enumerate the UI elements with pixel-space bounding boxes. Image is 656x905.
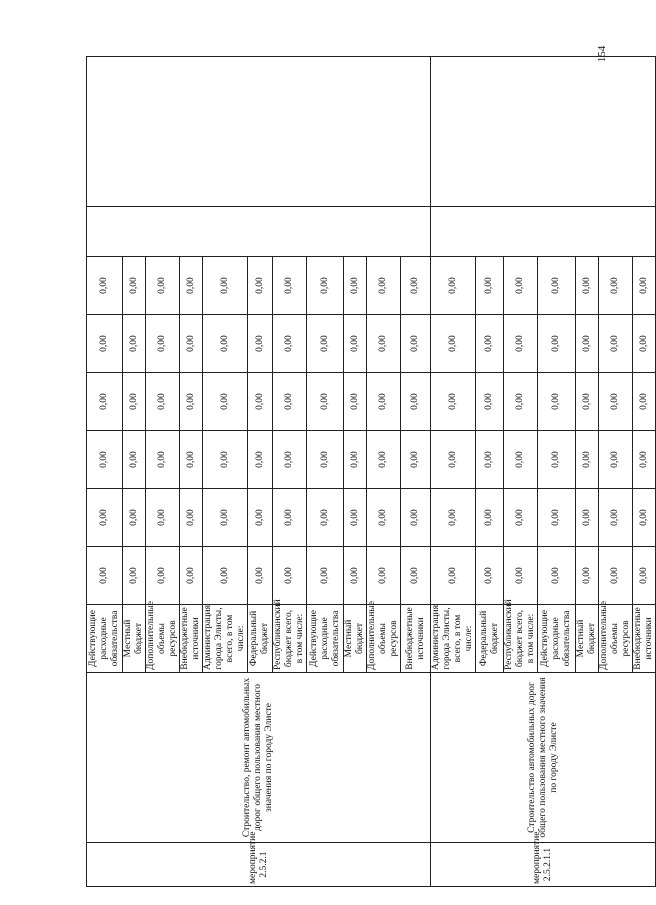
funding-source: Администрация города Элисты, всего, в том числе: [431,605,476,673]
value-cell: 0,00 [123,315,146,373]
value-cell: 0,00 [307,373,344,431]
value-cell: 0,00 [576,547,599,605]
value-cell: 0,00 [367,373,401,431]
value-cell: 0,00 [146,489,180,547]
value-cell: 0,00 [146,257,180,315]
value-cell: 0,00 [599,257,633,315]
value-cell: 0,00 [248,315,273,373]
funding-source: Внебюджетные источники [633,605,656,673]
value-cell: 0,00 [87,315,123,373]
value-cell: 0,00 [599,373,633,431]
value-cell: 0,00 [504,373,538,431]
funding-source: Действующие расходные обязательства [307,605,344,673]
value-cell: 0,00 [576,489,599,547]
value-cell: 0,00 [633,431,656,489]
value-cell: 0,00 [504,431,538,489]
value-cell: 0,00 [87,373,123,431]
funding-source: Действующие расходные обязательства [538,605,576,673]
value-cell: 0,00 [180,257,203,315]
funding-source: Местный бюджет [344,605,367,673]
value-cell: 0,00 [633,315,656,373]
funding-source: Федеральный бюджет [248,605,273,673]
value-cell: 0,00 [576,373,599,431]
value-cell: 0,00 [248,489,273,547]
value-cell: 0,00 [203,547,248,605]
funding-source: Дополнительные объемы ресурсов [599,605,633,673]
value-cell: 0,00 [576,257,599,315]
value-cell: 0,00 [203,431,248,489]
value-cell: 0,00 [476,315,504,373]
value-cell: 0,00 [344,315,367,373]
value-cell: 0,00 [180,373,203,431]
value-cell: 0,00 [344,489,367,547]
value-cell: 0,00 [273,315,307,373]
value-cell: 0,00 [307,431,344,489]
table-row [431,57,476,887]
value-cell: 0,00 [401,489,431,547]
value-cell: 0,00 [538,489,576,547]
value-cell: 0,00 [367,547,401,605]
value-cell: 0,00 [633,257,656,315]
table-row [87,57,123,887]
empty-cell [87,207,431,257]
value-cell: 0,00 [248,373,273,431]
value-cell: 0,00 [504,547,538,605]
value-cell: 0,00 [273,489,307,547]
value-cell: 0,00 [273,373,307,431]
value-cell: 0,00 [123,547,146,605]
value-cell: 0,00 [248,547,273,605]
value-cell: 0,00 [538,547,576,605]
value-cell: 0,00 [123,431,146,489]
value-cell: 0,00 [599,489,633,547]
value-cell: 0,00 [344,257,367,315]
value-cell: 0,00 [576,431,599,489]
value-cell: 0,00 [401,547,431,605]
value-cell: 0,00 [273,547,307,605]
value-cell: 0,00 [344,373,367,431]
measure-name: Строительство автомобильных дорог общего пользования местного значения по городу Элисте [431,673,656,843]
value-cell: 0,00 [633,373,656,431]
value-cell: 0,00 [504,489,538,547]
funding-source: Внебюджетные источники [180,605,203,673]
funding-table [86,56,656,887]
value-cell: 0,00 [476,489,504,547]
value-cell: 0,00 [504,315,538,373]
value-cell: 0,00 [203,373,248,431]
value-cell: 0,00 [203,257,248,315]
measure-name: Строительство, ремонт автомобильных дорог общего пользования местного значения по городу Элисте [87,673,431,843]
funding-source: Внебюджетные источники [401,605,431,673]
value-cell: 0,00 [180,315,203,373]
funding-source: Дополнительные объемы ресурсов [367,605,401,673]
value-cell: 0,00 [538,257,576,315]
value-cell: 0,00 [431,315,476,373]
value-cell: 0,00 [307,315,344,373]
value-cell: 0,00 [146,431,180,489]
value-cell: 0,00 [476,431,504,489]
empty-cell [87,57,431,207]
value-cell: 0,00 [203,489,248,547]
funding-source: Республиканский бюджет всего, в том числе: [504,605,538,673]
value-cell: 0,00 [367,315,401,373]
value-cell: 0,00 [146,315,180,373]
value-cell: 0,00 [401,431,431,489]
value-cell: 0,00 [476,547,504,605]
funding-source: Местный бюджет [123,605,146,673]
value-cell: 0,00 [367,489,401,547]
value-cell: 0,00 [273,431,307,489]
value-cell: 0,00 [146,373,180,431]
value-cell: 0,00 [599,315,633,373]
value-cell: 0,00 [599,547,633,605]
value-cell: 0,00 [248,257,273,315]
empty-cell [431,207,656,257]
value-cell: 0,00 [504,257,538,315]
value-cell: 0,00 [367,257,401,315]
value-cell: 0,00 [599,431,633,489]
funding-source: Администрация города Элисты, всего, в том числе: [203,605,248,673]
value-cell: 0,00 [87,547,123,605]
value-cell: 0,00 [431,431,476,489]
funding-source: Республиканский бюджет всего, в том числе: [273,605,307,673]
funding-source: Дополнительные объемы ресурсов [146,605,180,673]
value-cell: 0,00 [307,489,344,547]
value-cell: 0,00 [401,315,431,373]
value-cell: 0,00 [87,257,123,315]
value-cell: 0,00 [146,547,180,605]
value-cell: 0,00 [401,257,431,315]
value-cell: 0,00 [633,547,656,605]
value-cell: 0,00 [633,489,656,547]
empty-cell [431,57,656,207]
rotated-table-container [86,57,654,887]
value-cell: 0,00 [123,373,146,431]
value-cell: 0,00 [87,431,123,489]
value-cell: 0,00 [180,431,203,489]
value-cell: 0,00 [538,431,576,489]
value-cell: 0,00 [180,489,203,547]
value-cell: 0,00 [431,257,476,315]
funding-source: Федеральный бюджет [476,605,504,673]
funding-source: Местный бюджет [576,605,599,673]
value-cell: 0,00 [307,547,344,605]
value-cell: 0,00 [273,257,307,315]
value-cell: 0,00 [87,489,123,547]
page-number: 154 [596,45,608,63]
value-cell: 0,00 [248,431,273,489]
value-cell: 0,00 [431,373,476,431]
measure-code: мероприятие 2.5.2.1 [87,843,431,887]
value-cell: 0,00 [123,489,146,547]
value-cell: 0,00 [476,373,504,431]
value-cell: 0,00 [367,431,401,489]
value-cell: 0,00 [344,547,367,605]
value-cell: 0,00 [180,547,203,605]
value-cell: 0,00 [344,431,367,489]
funding-source: Действующие расходные обязательства [87,605,123,673]
value-cell: 0,00 [203,315,248,373]
value-cell: 0,00 [307,257,344,315]
value-cell: 0,00 [538,373,576,431]
value-cell: 0,00 [576,315,599,373]
measure-code: мероприятие 2.5.2.1.1 [431,843,656,887]
value-cell: 0,00 [476,257,504,315]
value-cell: 0,00 [401,373,431,431]
value-cell: 0,00 [431,547,476,605]
value-cell: 0,00 [431,489,476,547]
value-cell: 0,00 [123,257,146,315]
value-cell: 0,00 [538,315,576,373]
